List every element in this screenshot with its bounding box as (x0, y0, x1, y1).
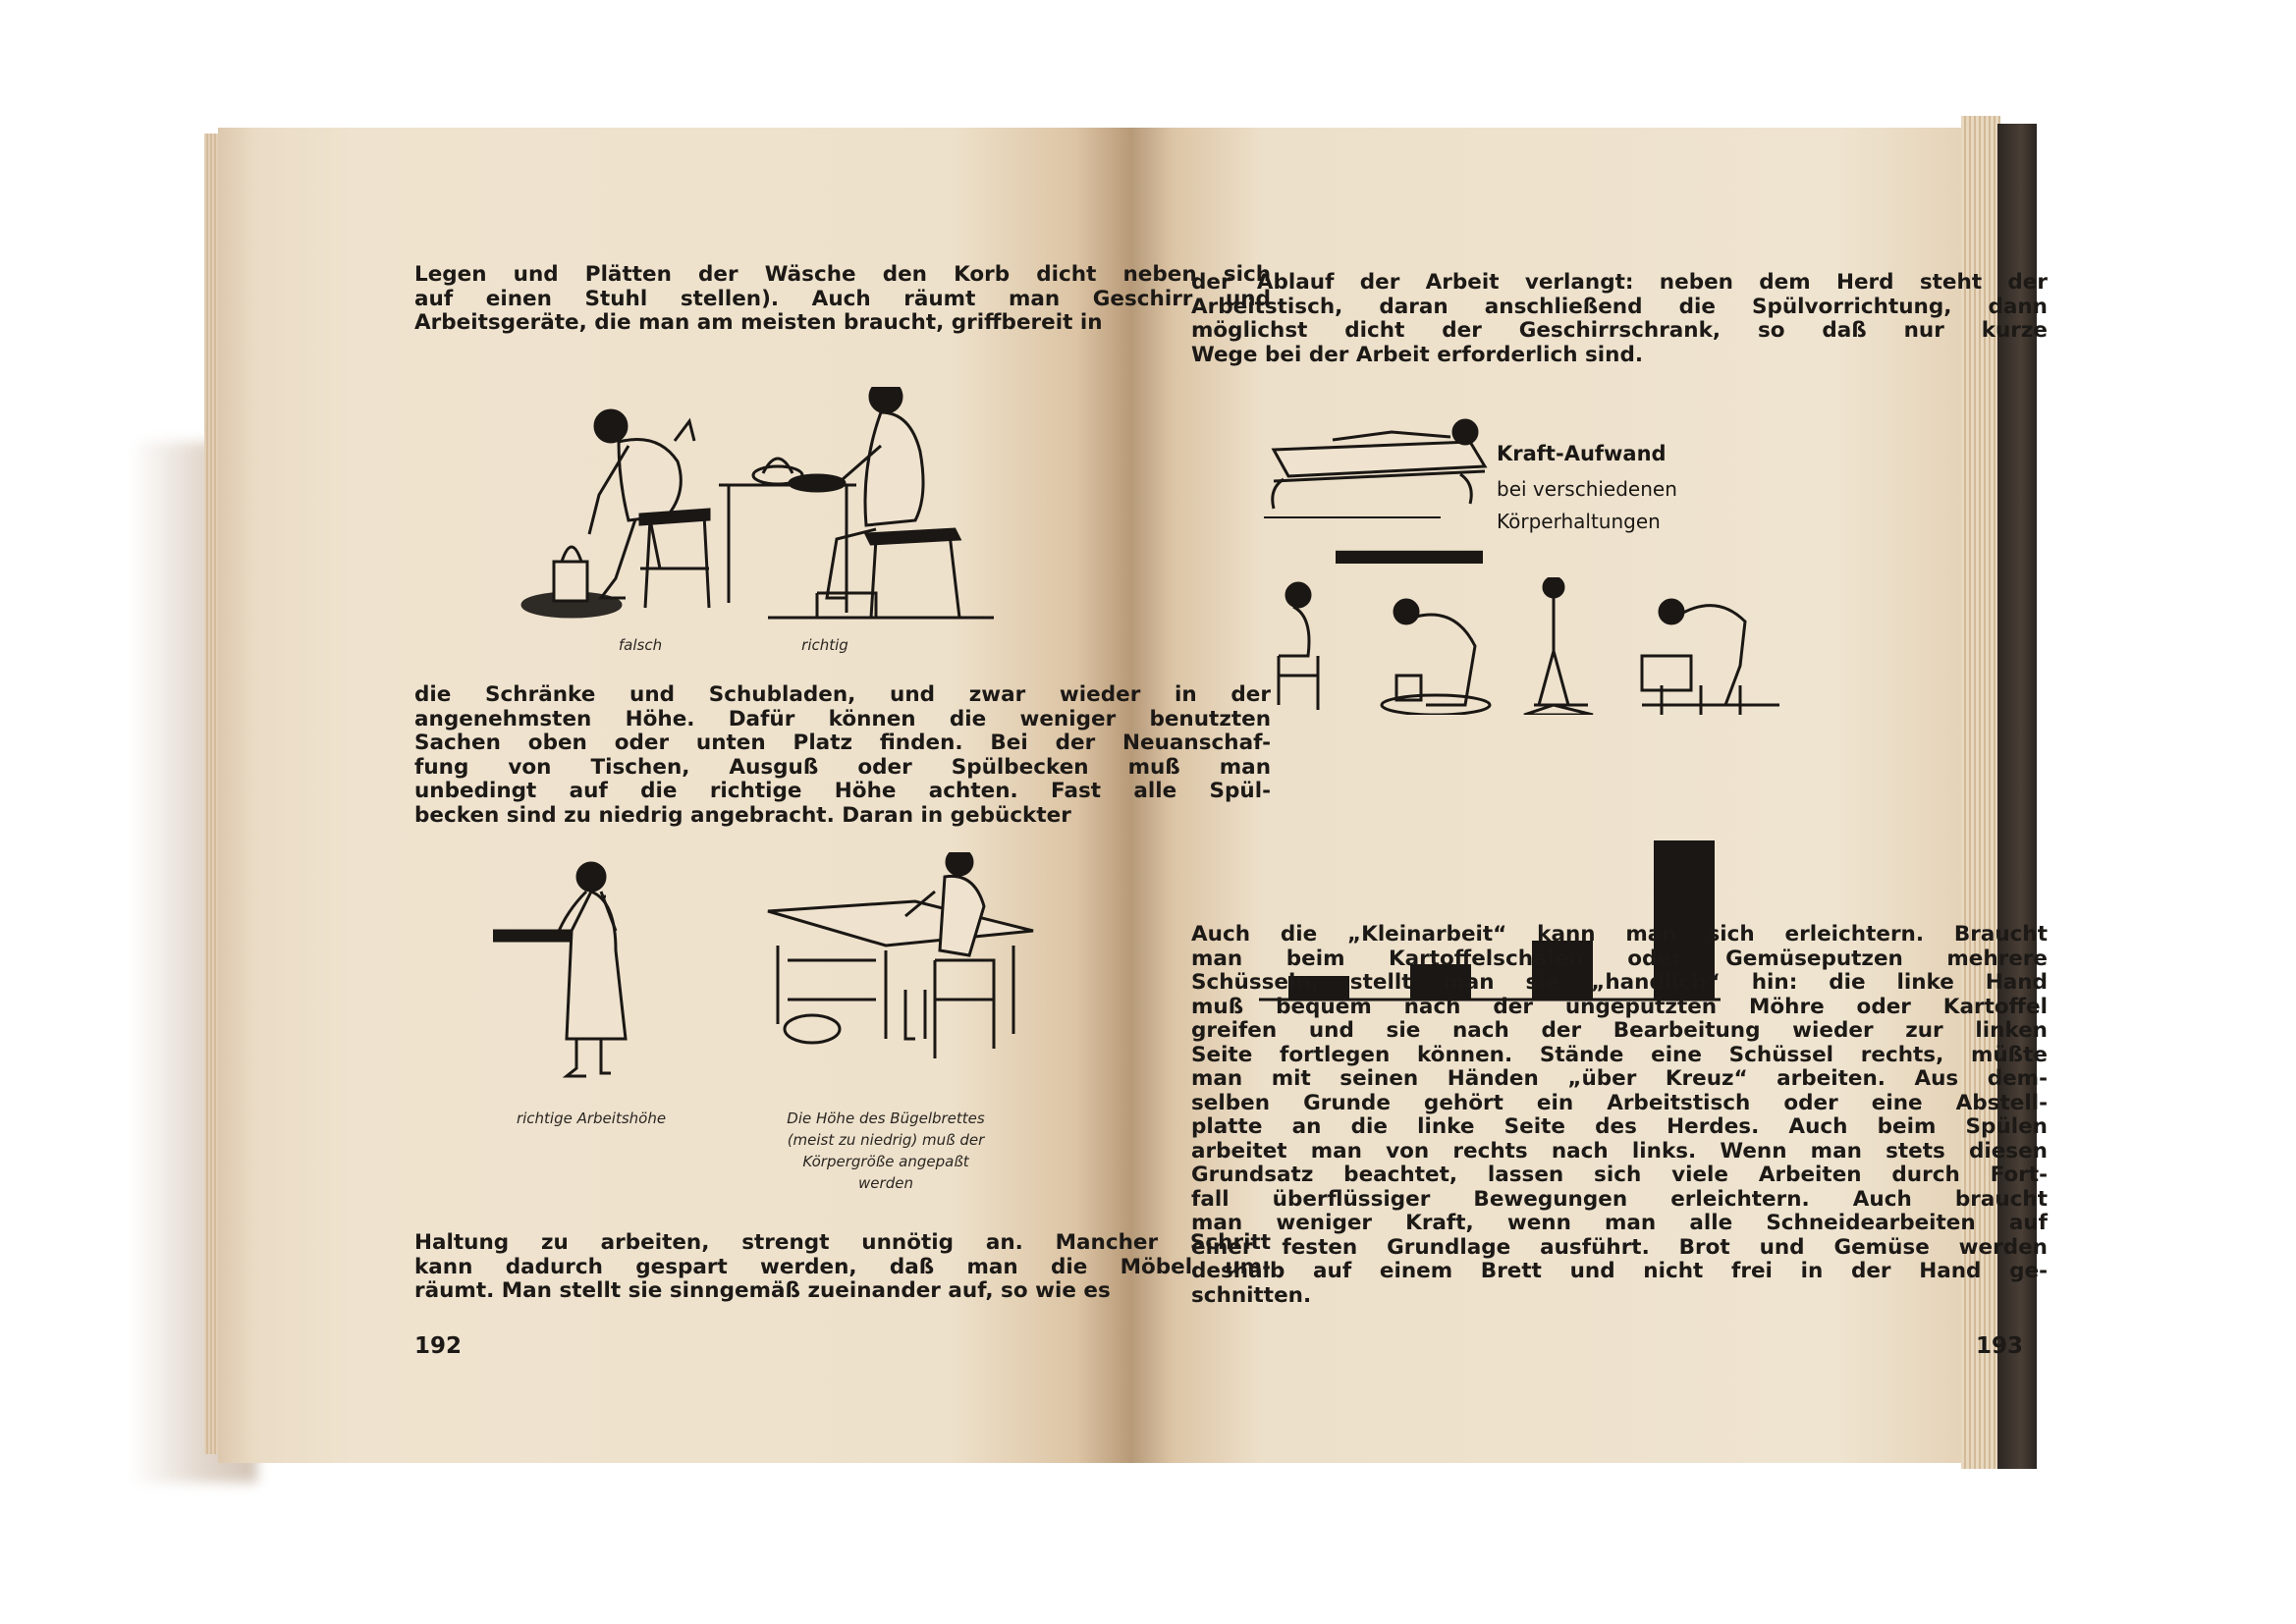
caption-richtig: richtig (801, 636, 848, 654)
left-paragraph-2-line: unbedingt auf die richtige Höhe achten. Fast alle Spül- (414, 779, 1271, 803)
caption-ironing-line: werden (858, 1174, 913, 1192)
right-paragraph-1-line: möglichst dicht der Geschirrschrank, so daß nur kurze (1191, 318, 2048, 343)
caption-ironing-board (748, 1108, 1023, 1194)
left-paragraph-2-line: becken sind zu niedrig angebracht. Daran in gebückter (414, 802, 1071, 828)
left-paragraph-2-line: die Schränke und Schubladen, und zwar wieder in der (414, 682, 1271, 707)
chart-subtitle-line: bei verschiedenen (1497, 477, 1677, 501)
chart-subtitle-line: Körperhaltungen (1497, 510, 1661, 533)
right-paragraph-2-line: platte an die linke Seite des Herdes. Auch beim Spülen (1191, 1114, 2048, 1139)
chart-subtitle (1497, 473, 1677, 538)
page-number-left: 192 (414, 1333, 463, 1359)
left-paragraph-2 (414, 683, 1271, 828)
right-paragraph-2-line: selben Grunde gehört ein Arbeitstisch oder eine Abstell- (1191, 1090, 2048, 1115)
left-paragraph-2-line: angenehmsten Höhe. Dafür können die weniger benutzten (414, 706, 1271, 731)
left-paragraph-3-line: Haltung zu arbeiten, strengt unnötig an. Mancher Schritt (414, 1230, 1271, 1255)
right-paragraph-2-line: arbeitet man von rechts nach links. Wenn man stets diesen (1191, 1138, 2048, 1164)
illustration-work-height (493, 852, 1043, 1093)
standing-figure (1524, 577, 1593, 715)
left-paragraph-2-line: Sachen oben oder unten Platz finden. Bei der Neuanschaf- (414, 731, 1271, 755)
chart-title: Kraft-Aufwand (1497, 442, 1667, 465)
right-paragraph-2-line: greifen und sie nach der Bearbeitung wieder zur linken (1191, 1018, 2048, 1043)
right-paragraph-2-line: man weniger Kraft, wenn man alle Schneidearbeiten auf (1191, 1211, 2048, 1235)
wrong-posture-figure (522, 410, 709, 617)
kneeling-figure (1382, 600, 1490, 715)
illustration-sitting-posture (513, 387, 1004, 623)
right-posture-figure (719, 387, 994, 618)
bar-lying (1336, 551, 1483, 564)
left-paragraph-3 (414, 1231, 1271, 1304)
standing-woman-figure (493, 863, 626, 1076)
left-paragraph-2-line: fung von Tischen, Ausguß oder Spülbecken muß man (414, 754, 1271, 780)
caption-ironing-line: (meist zu niedrig) muß der (787, 1131, 985, 1149)
ironing-woman-figure (768, 852, 1033, 1058)
illustration-lying-figure (1264, 410, 1519, 518)
right-paragraph-2-line: Schüsseln, stellt man sie „handlich“ hin: die linke Hand (1191, 970, 2048, 995)
right-paragraph-1-line: der Ablauf der Arbeit verlangt: neben dem Herd steht der (1191, 270, 2048, 295)
right-paragraph-2-line: fall überflüssiger Bewegungen erleichtern. Auch braucht (1191, 1186, 2048, 1212)
left-paragraph-3-line: räumt. Man stellt sie sinngemäß zueinander auf, so wie es (414, 1278, 1111, 1303)
caption-ironing-line: Körpergröße angepaßt (802, 1153, 969, 1170)
bending-figure (1642, 600, 1779, 715)
right-paragraph-1-line: Arbeitstisch, daran anschließend die Spülvorrichtung, dann (1191, 294, 2048, 319)
left-paragraph-3-line: kann dadurch gespart werden, daß man die Möbel um- (414, 1254, 1271, 1279)
right-paragraph-2-line: man beim Kartoffelschälen oder Gemüseputzen mehrere (1191, 946, 2048, 971)
bar-group-lying (1336, 540, 1522, 564)
right-paragraph-2 (1191, 923, 2048, 1308)
caption-ironing-line: Die Höhe des Bügelbrettes (787, 1110, 985, 1127)
right-paragraph-2-line: muß bequem nach der ungeputzten Möhre oder Kartoffel (1191, 994, 2048, 1019)
right-paragraph-2-line: Grundsatz beachtet, lassen sich viele Arbeiten durch Fort- (1191, 1163, 2048, 1187)
right-paragraph-2-line: deshalb auf einem Brett und nicht frei in der Hand ge- (1191, 1259, 2048, 1283)
left-paragraph-1-line: Legen und Plätten der Wäsche den Korb dicht neben sich (414, 262, 1271, 287)
right-paragraph-1 (1191, 271, 2048, 367)
right-paragraph-2-line: Auch die „Kleinarbeit“ kann man sich erleichtern. Braucht (1191, 922, 2048, 947)
sitting-figure (1279, 583, 1318, 710)
right-paragraph-2-line: einer festen Grundlage ausführt. Brot und Gemüse werden (1191, 1234, 2048, 1260)
right-paragraph-2-line: man mit seinen Händen „über Kreuz“ arbeiten. Aus dem- (1191, 1066, 2048, 1091)
caption-falsch: falsch (618, 636, 663, 654)
page-number-right: 193 (1976, 1333, 2024, 1359)
right-paragraph-2-line: schnitten. (1191, 1282, 1312, 1308)
caption-work-height: richtige Arbeitshöhe (516, 1110, 667, 1127)
left-paragraph-1-line: auf einen Stuhl stellen). Auch räumt man Geschirr und (414, 286, 1271, 311)
left-paragraph-1 (414, 263, 1271, 336)
right-paragraph-2-line: Seite fortlegen können. Stände eine Schüssel rechts, müßte (1191, 1042, 2048, 1067)
open-book (218, 116, 2048, 1476)
left-paragraph-1-line: Arbeitsgeräte, die man am meisten braucht, griffbereit in (414, 310, 1103, 335)
illustration-postures (1259, 577, 1809, 715)
right-paragraph-1-line: Wege bei der Arbeit erforderlich sind. (1191, 342, 1644, 367)
